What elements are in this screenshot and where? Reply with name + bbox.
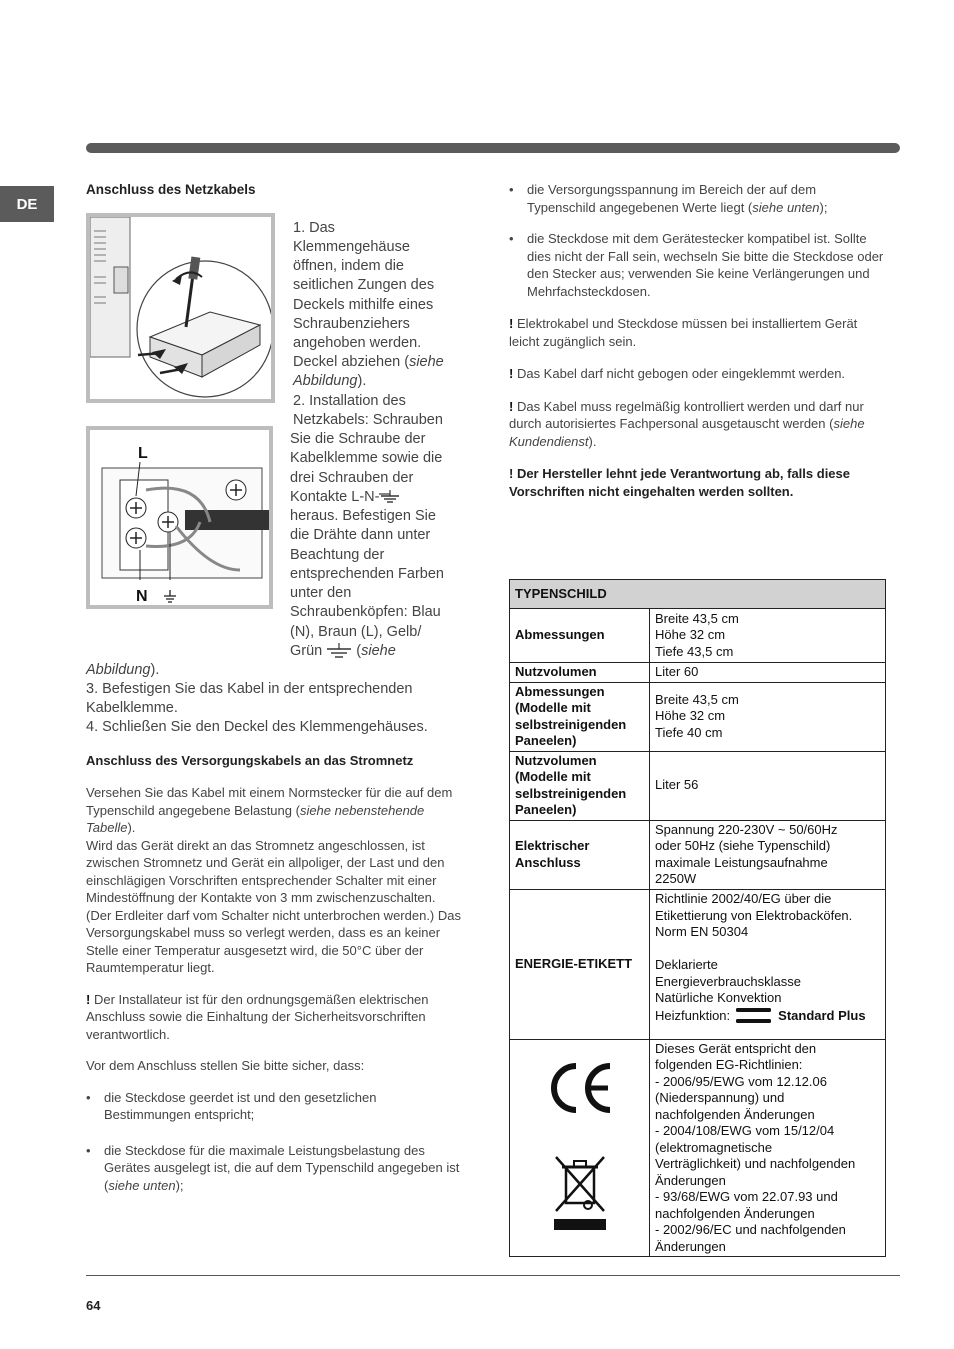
- proc-ref: Abbildung: [293, 373, 358, 389]
- proc-ref: Abbildung: [86, 662, 151, 678]
- value-line: Energieverbrauchsklasse: [655, 973, 801, 989]
- row-label: Nutzvolumen (Modelle mit selbstreinigenden Paneelen): [510, 751, 650, 820]
- value-line: Deklarierte: [655, 957, 718, 973]
- proc-text: Deckel abziehen (: [293, 354, 410, 370]
- table-row: [510, 663, 886, 683]
- value-line: nachfolgenden Änderungen: [655, 1205, 815, 1221]
- proc-line: 4. Schließen Sie den Deckel des Klemmengehäuses.: [86, 719, 428, 735]
- bullet-text: [527, 181, 885, 216]
- heizfunktion-label: Heizfunktion:: [655, 1007, 731, 1023]
- page-number: 64: [86, 1298, 101, 1313]
- bullet-dot: •: [509, 182, 514, 197]
- proc-ref: siehe: [409, 354, 444, 370]
- note-text: Das Kabel darf nicht gebogen oder eingeklemmt werden.: [513, 366, 846, 381]
- value-line: oder 50Hz (siehe Typenschild): [655, 838, 831, 853]
- bullet-dot: •: [509, 231, 514, 246]
- bullet-dot: •: [86, 1089, 91, 1105]
- value-line: maximale Leistungsaufnahme: [655, 854, 828, 870]
- label-L: L: [138, 445, 148, 462]
- value-line: folgenden EG-Richtlinien:: [655, 1057, 803, 1072]
- note-installateur: [86, 991, 464, 1044]
- heating-element-icon: [734, 1007, 774, 1025]
- value-line: Spannung 220-230V ~ 50/60Hz: [655, 821, 838, 837]
- note-haftung: ! Der Hersteller lehnt jede Verantwortung ab, falls diese Vorschriften nicht eingehalten werden sollten.: [509, 466, 850, 499]
- proc-line: angehoben werden.: [293, 335, 422, 351]
- proc-line: [293, 372, 366, 391]
- label-N: N: [136, 588, 148, 605]
- table-row-energie: [510, 889, 886, 1039]
- row-value: [650, 663, 886, 683]
- bullet-text-part: die Versorgungsspannung im Bereich der auf dem Typenschild angegebenen Werte liegt (: [527, 182, 817, 215]
- value-line: Änderungen: [655, 1172, 726, 1188]
- proc-line: Klemmengehäuse: [293, 239, 410, 255]
- bullet-leistung: [86, 1142, 464, 1195]
- table-row: [510, 751, 886, 820]
- note-mark: !: [509, 366, 514, 381]
- proc-line: unter den: [290, 585, 352, 601]
- language-tab: DE: [0, 186, 54, 222]
- value-line: Richtlinie 2002/40/EG über die: [655, 891, 832, 907]
- note-mark: !: [509, 398, 514, 414]
- proc-line: Schraubenköpfen: Blau: [290, 604, 441, 620]
- note-mark: !: [86, 991, 91, 1007]
- table-row: [510, 682, 886, 751]
- note-ref: siehe Kundendienst: [509, 416, 865, 449]
- heizfunktion-value: Standard Plus: [778, 1007, 866, 1023]
- note-text: ).: [588, 433, 597, 449]
- wiring-figure: [86, 426, 273, 609]
- value-line: Etikettierung von Elektrobacköfen.: [655, 907, 853, 923]
- proc-line: Deckels mithilfe eines: [293, 297, 434, 313]
- value-line: (elektromagnetische: [655, 1139, 773, 1155]
- typenschild-table: [509, 579, 886, 1257]
- proc-text: Grün: [290, 643, 327, 659]
- note-gebogen: [509, 365, 885, 383]
- value-line: Dieses Gerät entspricht den: [655, 1040, 817, 1056]
- ce-symbols-cell: [510, 1039, 650, 1257]
- bullet-ref: siehe unten: [108, 1177, 176, 1193]
- value-line-spacer: [655, 941, 880, 958]
- paragraph-normstecker: [86, 784, 464, 837]
- table-row-ce: [510, 1039, 886, 1257]
- bullet-kompatibel: [509, 230, 885, 300]
- value-line: Höhe 32 cm: [655, 708, 726, 724]
- proc-text: ).: [150, 662, 160, 678]
- bullet-geerdet: [86, 1089, 464, 1124]
- proc-line: [290, 642, 396, 661]
- bullet-text-part: );: [819, 199, 828, 215]
- proc-line: [290, 488, 401, 507]
- note-mark: !: [509, 316, 514, 331]
- proc-text: (: [352, 643, 362, 659]
- value-line: Breite 43,5 cm: [655, 691, 739, 707]
- row-value: [650, 820, 886, 889]
- value-line: nachfolgenden Änderungen: [655, 1106, 815, 1122]
- proc-line: 3. Befestigen Sie das Kabel in der entsprechenden: [86, 681, 413, 697]
- heizfunktion-line: [655, 1007, 880, 1025]
- proc-line: Netzkabels: Schrauben: [293, 412, 443, 428]
- right-body: [509, 181, 885, 500]
- terminal-box-figure: [86, 213, 275, 403]
- row-label: Elektrischer Anschluss: [510, 820, 650, 889]
- ce-text-cell: [650, 1039, 886, 1257]
- bullet-dot: •: [86, 1142, 91, 1158]
- row-value: [650, 751, 886, 820]
- value-line: Liter 56: [655, 777, 699, 793]
- value-line: - 2006/95/EWG vom 12.12.06: [655, 1073, 827, 1089]
- proc-text: Kontakte L-N-: [290, 489, 380, 505]
- value-line: - 2004/108/EWG vom 15/12/04: [655, 1123, 835, 1138]
- value-line: Höhe 32 cm: [655, 627, 726, 643]
- wiring-illustration: [90, 430, 269, 605]
- bullet-spannung: [509, 181, 885, 216]
- value-line: Norm EN 50304: [655, 924, 749, 940]
- row-value: [650, 889, 886, 1039]
- paragraph-text: ).: [127, 820, 136, 835]
- value-line: Tiefe 40 cm: [655, 724, 723, 740]
- value-line: Verträglichkeit) und nachfolgenden: [655, 1156, 856, 1171]
- bullet-text: die Steckdose geerdet ist und den gesetzlichen Bestimmungen entspricht;: [104, 1089, 377, 1122]
- value-line: - 93/68/EWG vom 22.07.93 und: [655, 1189, 838, 1204]
- proc-line: entsprechenden Farben: [290, 566, 444, 582]
- paragraph-ref: siehe nebenstehende Tabelle: [86, 802, 425, 835]
- section-heading-netzkabel: Anschluss des Netzkabels: [86, 182, 256, 197]
- bullet-text: [104, 1142, 464, 1195]
- value-line: Natürliche Konvektion: [655, 990, 782, 1006]
- proc-line: 1. Das: [293, 220, 335, 236]
- proc-line: Schraubenziehers: [293, 316, 410, 332]
- proc-line: Beachtung der: [290, 547, 385, 563]
- row-value: [650, 609, 886, 663]
- proc-line: drei Schrauben der: [290, 470, 414, 486]
- bullet-text: die Steckdose mit dem Gerätestecker kompatibel ist. Sollte dies nicht der Fall sein, wechseln Sie bitte die Steckdose oder den Stecker aus; verwenden Sie keine Verlängerungen und Mehrfachsteckdosen.: [527, 231, 884, 299]
- note-zugaenglich: [509, 315, 885, 350]
- proc-line: [86, 661, 159, 680]
- row-label: Abmessungen: [510, 609, 650, 663]
- table-row: [510, 820, 886, 889]
- row-label: Nutzvolumen: [510, 663, 650, 683]
- top-rule: [86, 143, 900, 153]
- bullet-ref: siehe unten: [752, 199, 820, 215]
- row-value: [650, 682, 886, 751]
- proc-line: seitlichen Zungen des: [293, 277, 435, 293]
- ground-icon: [379, 490, 401, 504]
- proc-line: (N), Braun (L), Gelb/: [290, 624, 422, 640]
- bullet-text-part: );: [175, 1177, 184, 1193]
- paragraph-direktanschluss: Wird das Gerät direkt an das Stromnetz angeschlossen, ist zwischen Stromnetz und Gerät ein allpoliger, der Last und den einschlägigen Vorschriften entsprechender Schalter mit einer Mindestöffnung der Kontakte von 3 mm zwischenzuschalten. (Der Erdleiter darf vom Schalter nicht unterbrochen werden.) Das Versorgungskabel muss so verlegt werden, dass es an keiner Stelle einer Temperatur ausgesetzt wird, die 50°C über der Raumtemperatur liegt.: [86, 837, 461, 975]
- ground-icon: [326, 643, 352, 659]
- note-text: Das Kabel muss regelmäßig kontrolliert werden und darf nur durch autorisiertes Fachpersonal ausgetauscht werden (: [509, 398, 864, 431]
- value-line: 2250W: [655, 871, 697, 886]
- table-row: [510, 609, 886, 663]
- paragraph-vor-anschluss: Vor dem Anschluss stellen Sie bitte sicher, dass:: [86, 1058, 365, 1073]
- proc-line: [293, 353, 444, 372]
- proc-text: ).: [357, 373, 367, 389]
- bottom-rule: [86, 1275, 900, 1276]
- table-header-row: [510, 580, 886, 609]
- value-line: Änderungen: [655, 1238, 726, 1254]
- row-label: Abmessungen (Modelle mit selbstreinigenden Paneelen): [510, 682, 650, 751]
- proc-line: Kabelklemme sowie die: [290, 450, 443, 466]
- proc-line: Sie die Schraube der: [290, 431, 426, 447]
- section-heading-stromnetz: Anschluss des Versorgungskabels an das Stromnetz: [86, 753, 414, 768]
- note-text: Der Installateur ist für den ordnungsgemäßen elektrischen Anschluss sowie die Einhaltung der Sicherheitsvorschriften verantwortlich.: [86, 991, 429, 1042]
- proc-line: Kabelklemme.: [86, 700, 178, 716]
- value-line: Liter 60: [655, 664, 699, 679]
- weee-bin-icon: [552, 1153, 608, 1233]
- proc-line: 2. Installation des: [293, 393, 406, 409]
- bullet-text-part: die Steckdose für die maximale Leistungsbelastung des Gerätes ausgelegt ist, die auf dem Typenschild angegeben ist (: [104, 1142, 460, 1193]
- terminal-box-illustration: [90, 217, 271, 399]
- ce-mark-icon: [544, 1058, 616, 1118]
- note-text: Elektrokabel und Steckdose müssen bei installiertem Gerät leicht zugänglich sein.: [509, 316, 858, 349]
- left-body: [86, 784, 464, 1194]
- value-line: Tiefe 43,5 cm: [655, 643, 734, 659]
- proc-line: heraus. Befestigen Sie: [290, 508, 436, 524]
- value-line: (Niederspannung) und: [655, 1090, 785, 1105]
- paragraph-text: Versehen Sie das Kabel mit einem Normstecker für die auf dem Typenschild angegebene Belastung (: [86, 785, 453, 818]
- proc-line: die Drähte dann unter: [290, 527, 431, 543]
- table-title: TYPENSCHILD: [510, 580, 886, 609]
- note-kontrolliert: [509, 398, 885, 451]
- value-line: Breite 43,5 cm: [655, 610, 739, 626]
- row-label: ENERGIE-ETIKETT: [510, 889, 650, 1039]
- proc-ref: siehe: [361, 643, 396, 659]
- proc-line: öffnen, indem die: [293, 258, 404, 274]
- value-line: - 2002/96/EC und nachfolgenden: [655, 1222, 846, 1237]
